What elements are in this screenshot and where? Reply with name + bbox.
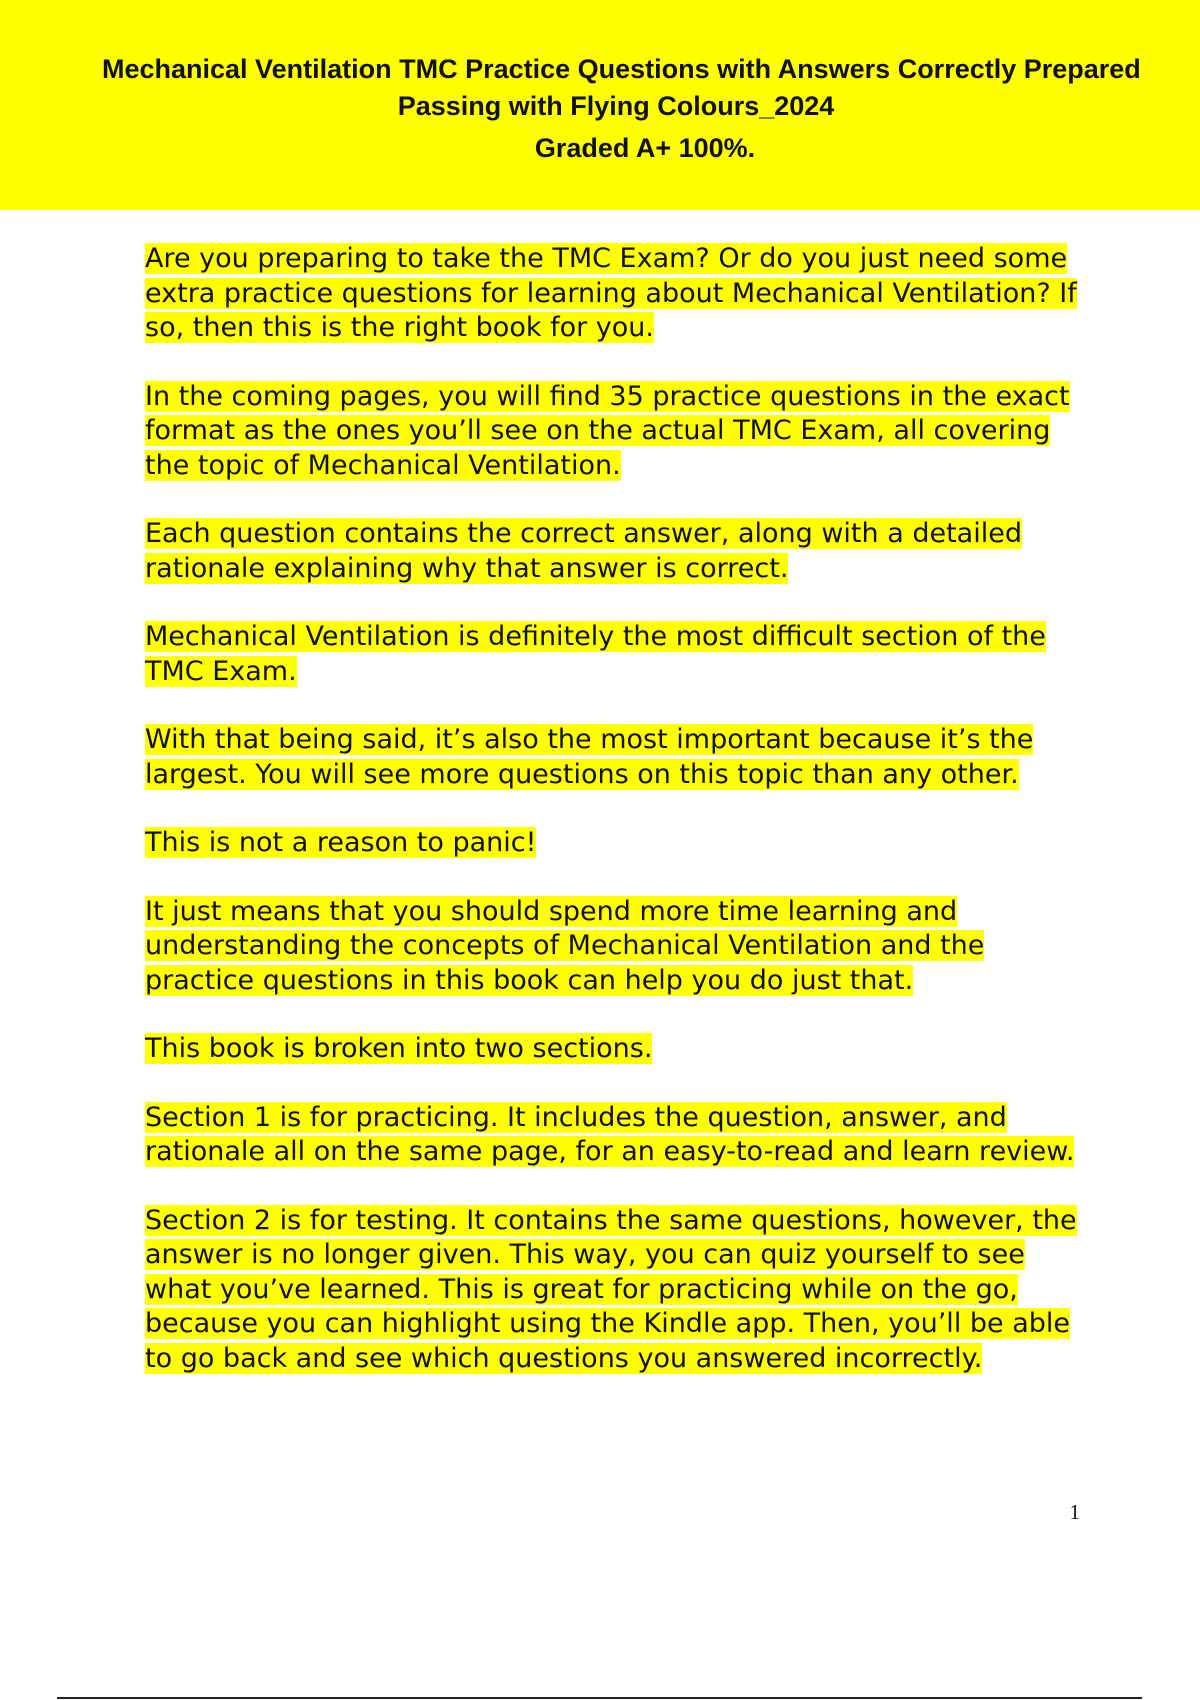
paragraph-no-panic xyxy=(145,826,1085,861)
paragraph-text: Each question contains the correct answer, along with a detailed rationale explaining why that answer is correct. xyxy=(145,518,1022,584)
paragraph-sections-overview xyxy=(145,1032,1085,1067)
paragraph-text: Are you preparing to take the TMC Exam? Or do you just need some extra practice questions for learning about Mechanical Ventilation? If so, then this is the right book for you. xyxy=(145,243,1077,343)
paragraph-rationale xyxy=(145,517,1085,586)
document-title-line-3: Graded A+ 100%. xyxy=(534,133,756,163)
paragraph-text: Section 2 is for testing. It contains the same questions, however, the answer is no longer given. This way, you can quiz yourself to see what you’ve learned. This is great for practicing while on the go, because you can highlight using the Kindle app. Then, you’ll be able to go back and see which questions you answered incorrectly. xyxy=(145,1204,1077,1374)
paragraph-intro xyxy=(145,242,1085,346)
document-title-line-1: Mechanical Ventilation TMC Practice Questions with Answers Correctly Prepared xyxy=(102,54,1141,84)
document-title-line-2: Passing with Flying Colours_2024 xyxy=(397,91,835,121)
paragraph-text: With that being said, it’s also the most important because it’s the largest. You will see more questions on this topic than any other. xyxy=(145,724,1034,790)
title-banner xyxy=(0,0,1200,210)
footer-divider xyxy=(57,1697,1142,1699)
paragraph-study-advice xyxy=(145,895,1085,999)
paragraph-text: Mechanical Ventilation is definitely the most difficult section of the TMC Exam. xyxy=(145,621,1046,687)
paragraph-question-count xyxy=(145,380,1085,484)
paragraph-text: This is not a reason to panic! xyxy=(145,827,537,858)
paragraph-section-1 xyxy=(145,1101,1085,1170)
page-number: 1 xyxy=(1069,1500,1080,1524)
paragraph-text: This book is broken into two sections. xyxy=(145,1033,653,1064)
document-body xyxy=(145,242,1085,1410)
paragraph-text: Section 1 is for practicing. It includes the question, answer, and rationale all on the same page, for an easy-to-read and learn review. xyxy=(145,1101,1075,1167)
paragraph-importance xyxy=(145,723,1085,792)
paragraph-difficulty xyxy=(145,620,1085,689)
paragraph-section-2 xyxy=(145,1204,1085,1377)
paragraph-text: In the coming pages, you will find 35 practice questions in the exact format as the ones you’ll see on the actual TMC Exam, all covering the topic of Mechanical Ventilation. xyxy=(145,380,1070,481)
paragraph-text: It just means that you should spend more time learning and understanding the concepts of Mechanical Ventilation and the practice questions in this book can help you do just that. xyxy=(145,895,985,996)
